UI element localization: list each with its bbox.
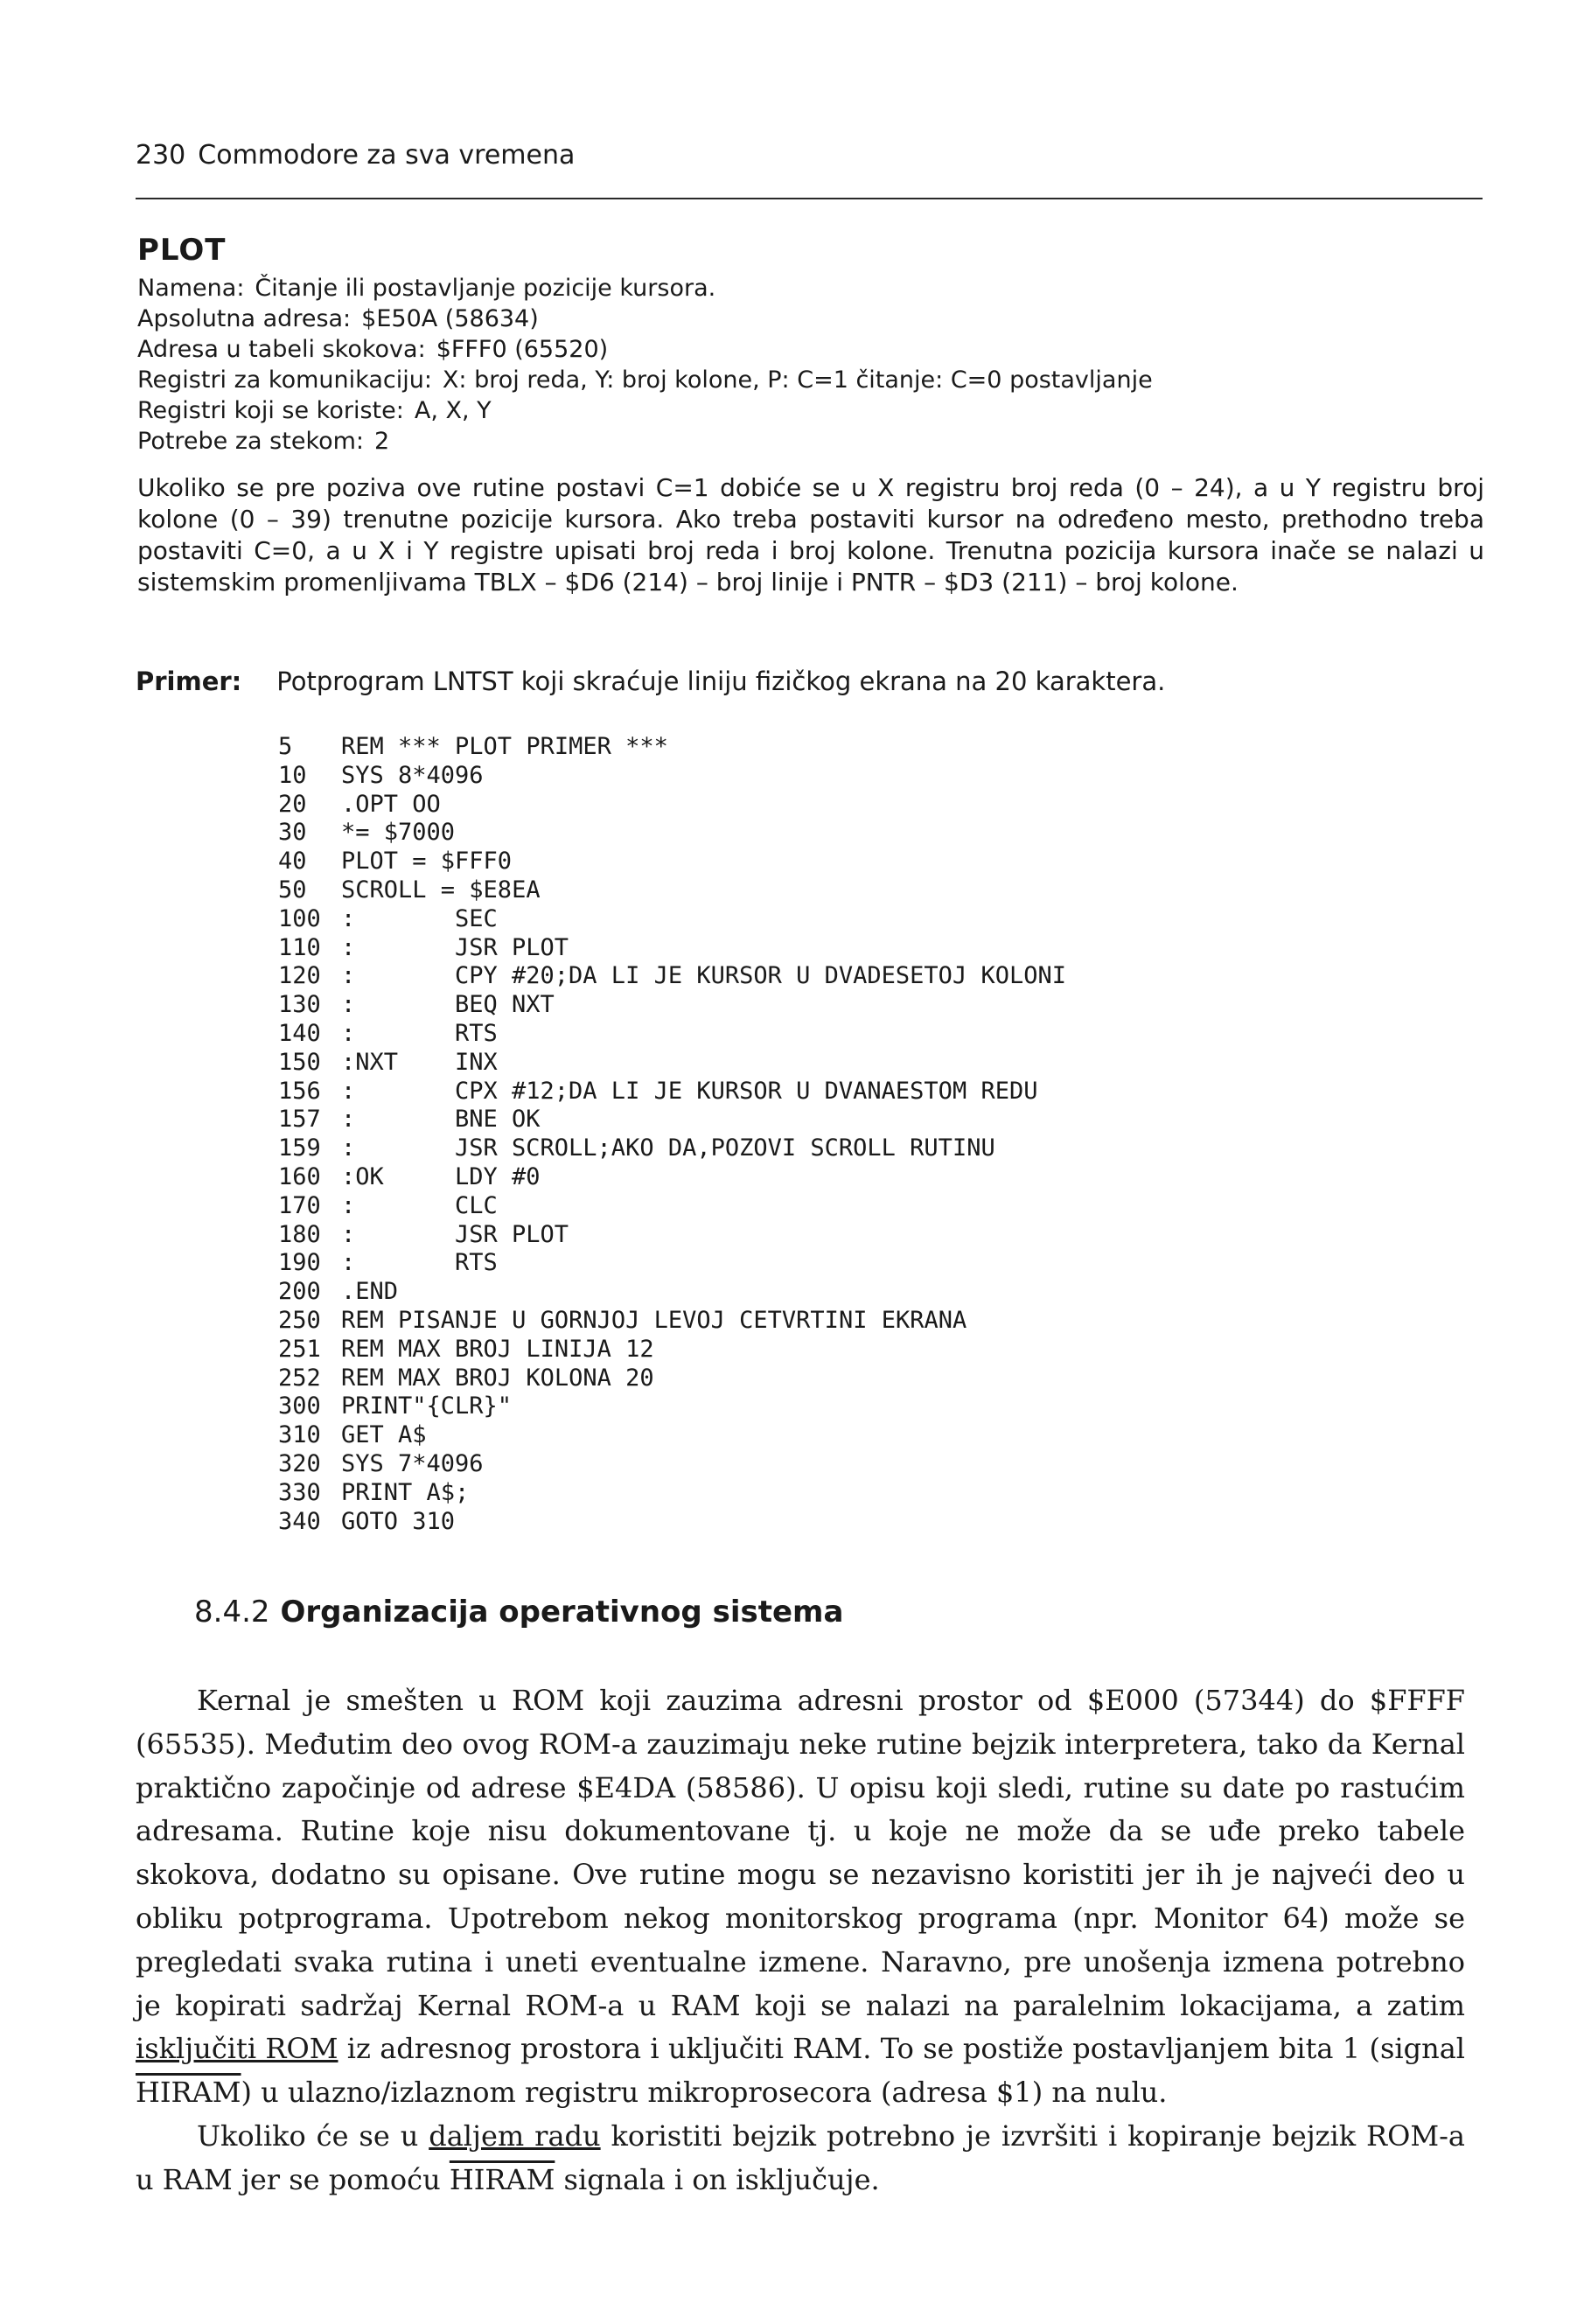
body-text: ) u ulazno/izlaznom registru mikroprosecora (adresa $1) na nulu. — [241, 2076, 1168, 2110]
code-line — [278, 791, 1066, 820]
code-line — [278, 1192, 1066, 1221]
running-title: Commodore za sva vremena — [198, 140, 576, 171]
section-body — [136, 1679, 1465, 2202]
code-instruction: RTS — [455, 1019, 498, 1047]
code-line — [278, 1364, 1066, 1393]
code-instruction: REM MAX BROJ KOLONA 20 — [341, 1364, 654, 1392]
code-instruction: .OPT OO — [341, 790, 441, 818]
code-instruction: GET A$ — [341, 1421, 427, 1449]
code-line — [278, 1450, 1066, 1479]
code-label: : — [341, 962, 356, 990]
code-instruction: PRINT"{CLR}" — [341, 1392, 513, 1420]
code-label: : — [341, 1106, 356, 1134]
code-instruction: JSR PLOT — [455, 933, 569, 961]
code-line — [278, 1134, 1066, 1163]
running-header — [136, 140, 575, 171]
code-label: : — [341, 991, 356, 1019]
routine-title: PLOT — [137, 233, 227, 268]
code-label: : — [341, 904, 356, 932]
code-line — [278, 1278, 1066, 1307]
code-instruction: BEQ NXT — [455, 991, 555, 1019]
meta-row — [137, 426, 1153, 457]
code-instruction: REM MAX BROJ LINIJA 12 — [341, 1335, 654, 1363]
body-text: Ukoliko će se u — [197, 2118, 429, 2153]
code-instruction: *= $7000 — [341, 819, 456, 847]
code-line — [278, 1421, 1066, 1450]
meta-row — [137, 304, 1153, 334]
body-text: iz adresnog prostora i uključiti RAM. To se postiže postavljanjem bita 1 (signal — [338, 2032, 1466, 2066]
code-instruction: INX — [455, 1048, 498, 1076]
code-instruction: SEC — [455, 904, 498, 932]
code-line — [278, 1163, 1066, 1192]
code-instruction: CPX #12;DA LI JE KURSOR U DVANAESTOM REDU — [455, 1077, 1038, 1105]
code-line — [278, 762, 1066, 791]
code-line — [278, 1078, 1066, 1106]
routine-description: Ukoliko se pre poziva ove rutine postavi C=1 dobiće se u X registru broj reda (0 – 24), a u Y registru broj kolone (0 – 39) trenutne pozicije kursora. Ako treba postaviti kursor na određeno mesto, prethodno treba postaviti C=0, a u X i Y registre upisati broj reda i broj kolone. Trenutna pozicija kursora inače se nalazi u sistemskim promenljivama TBLX – $D6 (214) – broj linije i PNTR – $D3 (211) – broj kolone. — [137, 473, 1484, 597]
code-instruction: JSR PLOT — [455, 1220, 569, 1248]
example-text: Potprogram LNTST koji skraćuje liniju fizičkog ekrana na 20 karaktera. — [276, 666, 1166, 696]
body-paragraph — [136, 1679, 1465, 2115]
code-instruction: GOTO 310 — [341, 1507, 456, 1535]
line-number: 300 — [278, 1392, 321, 1420]
code-line — [278, 1249, 1066, 1278]
meta-value: $E50A (58634) — [361, 305, 539, 332]
line-number: 250 — [278, 1306, 321, 1334]
line-number: 20 — [278, 790, 307, 818]
example-intro — [136, 666, 1165, 696]
code-instruction: RTS — [455, 1249, 498, 1277]
body-text: Kernal je smešten u ROM koji zauzima adresni prostor od $E000 (57344) do $FFFF (65535). Međutim deo ovog ROM-a zauzimaju neke rutine bejzik interpretera, tako da Kernal praktično započinje od adrese $E4DA (58586). U opisu koji sledi, rutine su date po rastućim adresama. Rutine koje nisu dokumentovane tj. u koje ne može da se uđe preko tabele skokova, dodatno su opisane. Ove rutine mogu se nezavisno koristiti jer ih je najveći deo u obliku potprograma. Upotrebom nekog monitorskog programa (npr. Monitor 64) može se pregledati svaka rutina i uneti eventualne izmene. Naravno, pre unošenja izmena potrebno je kopirati sadržaj Kernal ROM-a u RAM koji se nalazi na paralelnim lokacijama, a zatim — [136, 1684, 1465, 2022]
code-instruction: SYS 7*4096 — [341, 1449, 484, 1477]
meta-key: Adresa u tabeli skokova: — [137, 336, 426, 363]
meta-key: Potrebe za stekom: — [137, 428, 365, 455]
example-label: Primer: — [136, 666, 242, 696]
code-line — [278, 1020, 1066, 1049]
hiram-signal: HIRAM — [449, 2162, 555, 2196]
meta-key: Apsolutna adresa: — [137, 305, 352, 332]
body-paragraph — [136, 2115, 1465, 2202]
code-instruction: SYS 8*4096 — [341, 761, 484, 789]
body-text: koristiti bejzik potrebno je izvršiti i kopiranje bejzik ROM-a u RAM jer se pomoću — [136, 2118, 1466, 2196]
code-instruction: BNE OK — [455, 1106, 541, 1134]
line-number: 120 — [278, 962, 321, 990]
meta-row — [137, 365, 1153, 395]
code-label: : — [341, 1220, 356, 1248]
code-line — [278, 1392, 1066, 1421]
line-number: 10 — [278, 761, 307, 789]
section-heading — [194, 1595, 843, 1630]
meta-key: Registri koji se koriste: — [137, 397, 404, 424]
code-listing — [278, 733, 1066, 1536]
code-label: : — [341, 1249, 356, 1277]
code-label: : — [341, 1077, 356, 1105]
code-label: : — [341, 1019, 356, 1047]
line-number: 330 — [278, 1478, 321, 1506]
meta-value: Čitanje ili postavljanje pozicije kursora. — [255, 275, 716, 302]
line-number: 180 — [278, 1220, 321, 1248]
line-number: 310 — [278, 1421, 321, 1449]
section-title: Organizacija operativnog sistema — [280, 1595, 844, 1630]
code-line — [278, 905, 1066, 934]
code-label: :OK — [341, 1162, 384, 1190]
code-label: : — [341, 1191, 356, 1219]
line-number: 30 — [278, 819, 307, 847]
header-rule — [136, 198, 1483, 199]
line-number: 110 — [278, 933, 321, 961]
code-label: :NXT — [341, 1048, 399, 1076]
meta-key: Registri za komunikaciju: — [137, 366, 432, 394]
code-line — [278, 876, 1066, 905]
code-line — [278, 962, 1066, 991]
code-line — [278, 1221, 1066, 1250]
body-underlined: daljem radu — [429, 2118, 601, 2153]
code-line — [278, 1106, 1066, 1134]
meta-value: $FFF0 (65520) — [436, 336, 609, 363]
code-line — [278, 991, 1066, 1020]
body-underlined: isključiti ROM — [136, 2032, 338, 2066]
code-line — [278, 819, 1066, 848]
meta-row — [137, 273, 1153, 304]
meta-row — [137, 395, 1153, 426]
code-line — [278, 934, 1066, 963]
code-line — [278, 733, 1066, 762]
code-label: : — [341, 933, 356, 961]
code-instruction: .END — [341, 1278, 399, 1306]
code-line — [278, 1307, 1066, 1336]
line-number: 157 — [278, 1106, 321, 1134]
code-line — [278, 1336, 1066, 1364]
section-number: 8.4.2 — [194, 1595, 270, 1630]
meta-value: 2 — [374, 428, 390, 455]
code-instruction: REM PISANJE U GORNJOJ LEVOJ CETVRTINI EKRANA — [341, 1306, 967, 1334]
line-number: 130 — [278, 991, 321, 1019]
page-number: 230 — [136, 140, 186, 171]
code-line — [278, 1508, 1066, 1537]
line-number: 50 — [278, 876, 307, 904]
code-instruction: PRINT A$; — [341, 1478, 470, 1506]
code-instruction: CLC — [455, 1191, 498, 1219]
code-line — [278, 848, 1066, 876]
line-number: 40 — [278, 848, 307, 876]
code-instruction: CPY #20;DA LI JE KURSOR U DVADESETOJ KOLONI — [455, 962, 1066, 990]
line-number: 251 — [278, 1335, 321, 1363]
line-number: 150 — [278, 1048, 321, 1076]
code-instruction: JSR SCROLL;AKO DA,POZOVI SCROLL RUTINU — [455, 1134, 995, 1162]
line-number: 5 — [278, 733, 293, 760]
line-number: 320 — [278, 1449, 321, 1477]
meta-value: X: broj reda, Y: broj kolone, P: C=1 čitanje: C=0 postavljanje — [442, 366, 1153, 394]
line-number: 252 — [278, 1364, 321, 1392]
code-instruction: REM *** PLOT PRIMER *** — [341, 733, 668, 760]
line-number: 190 — [278, 1249, 321, 1277]
code-line — [278, 1479, 1066, 1508]
code-instruction: PLOT = $FFF0 — [341, 848, 513, 876]
line-number: 140 — [278, 1019, 321, 1047]
code-line — [278, 1049, 1066, 1078]
line-number: 160 — [278, 1162, 321, 1190]
meta-key: Namena: — [137, 275, 245, 302]
line-number: 156 — [278, 1077, 321, 1105]
routine-meta — [137, 273, 1153, 457]
line-number: 340 — [278, 1507, 321, 1535]
line-number: 100 — [278, 904, 321, 932]
code-instruction: LDY #0 — [455, 1162, 541, 1190]
code-label: : — [341, 1134, 356, 1162]
hiram-signal: HIRAM — [136, 2076, 241, 2110]
meta-value: A, X, Y — [414, 397, 492, 424]
line-number: 170 — [278, 1191, 321, 1219]
line-number: 200 — [278, 1278, 321, 1306]
code-instruction: SCROLL = $E8EA — [341, 876, 541, 904]
body-text: signala i on isključuje. — [555, 2162, 880, 2196]
meta-row — [137, 334, 1153, 365]
line-number: 159 — [278, 1134, 321, 1162]
